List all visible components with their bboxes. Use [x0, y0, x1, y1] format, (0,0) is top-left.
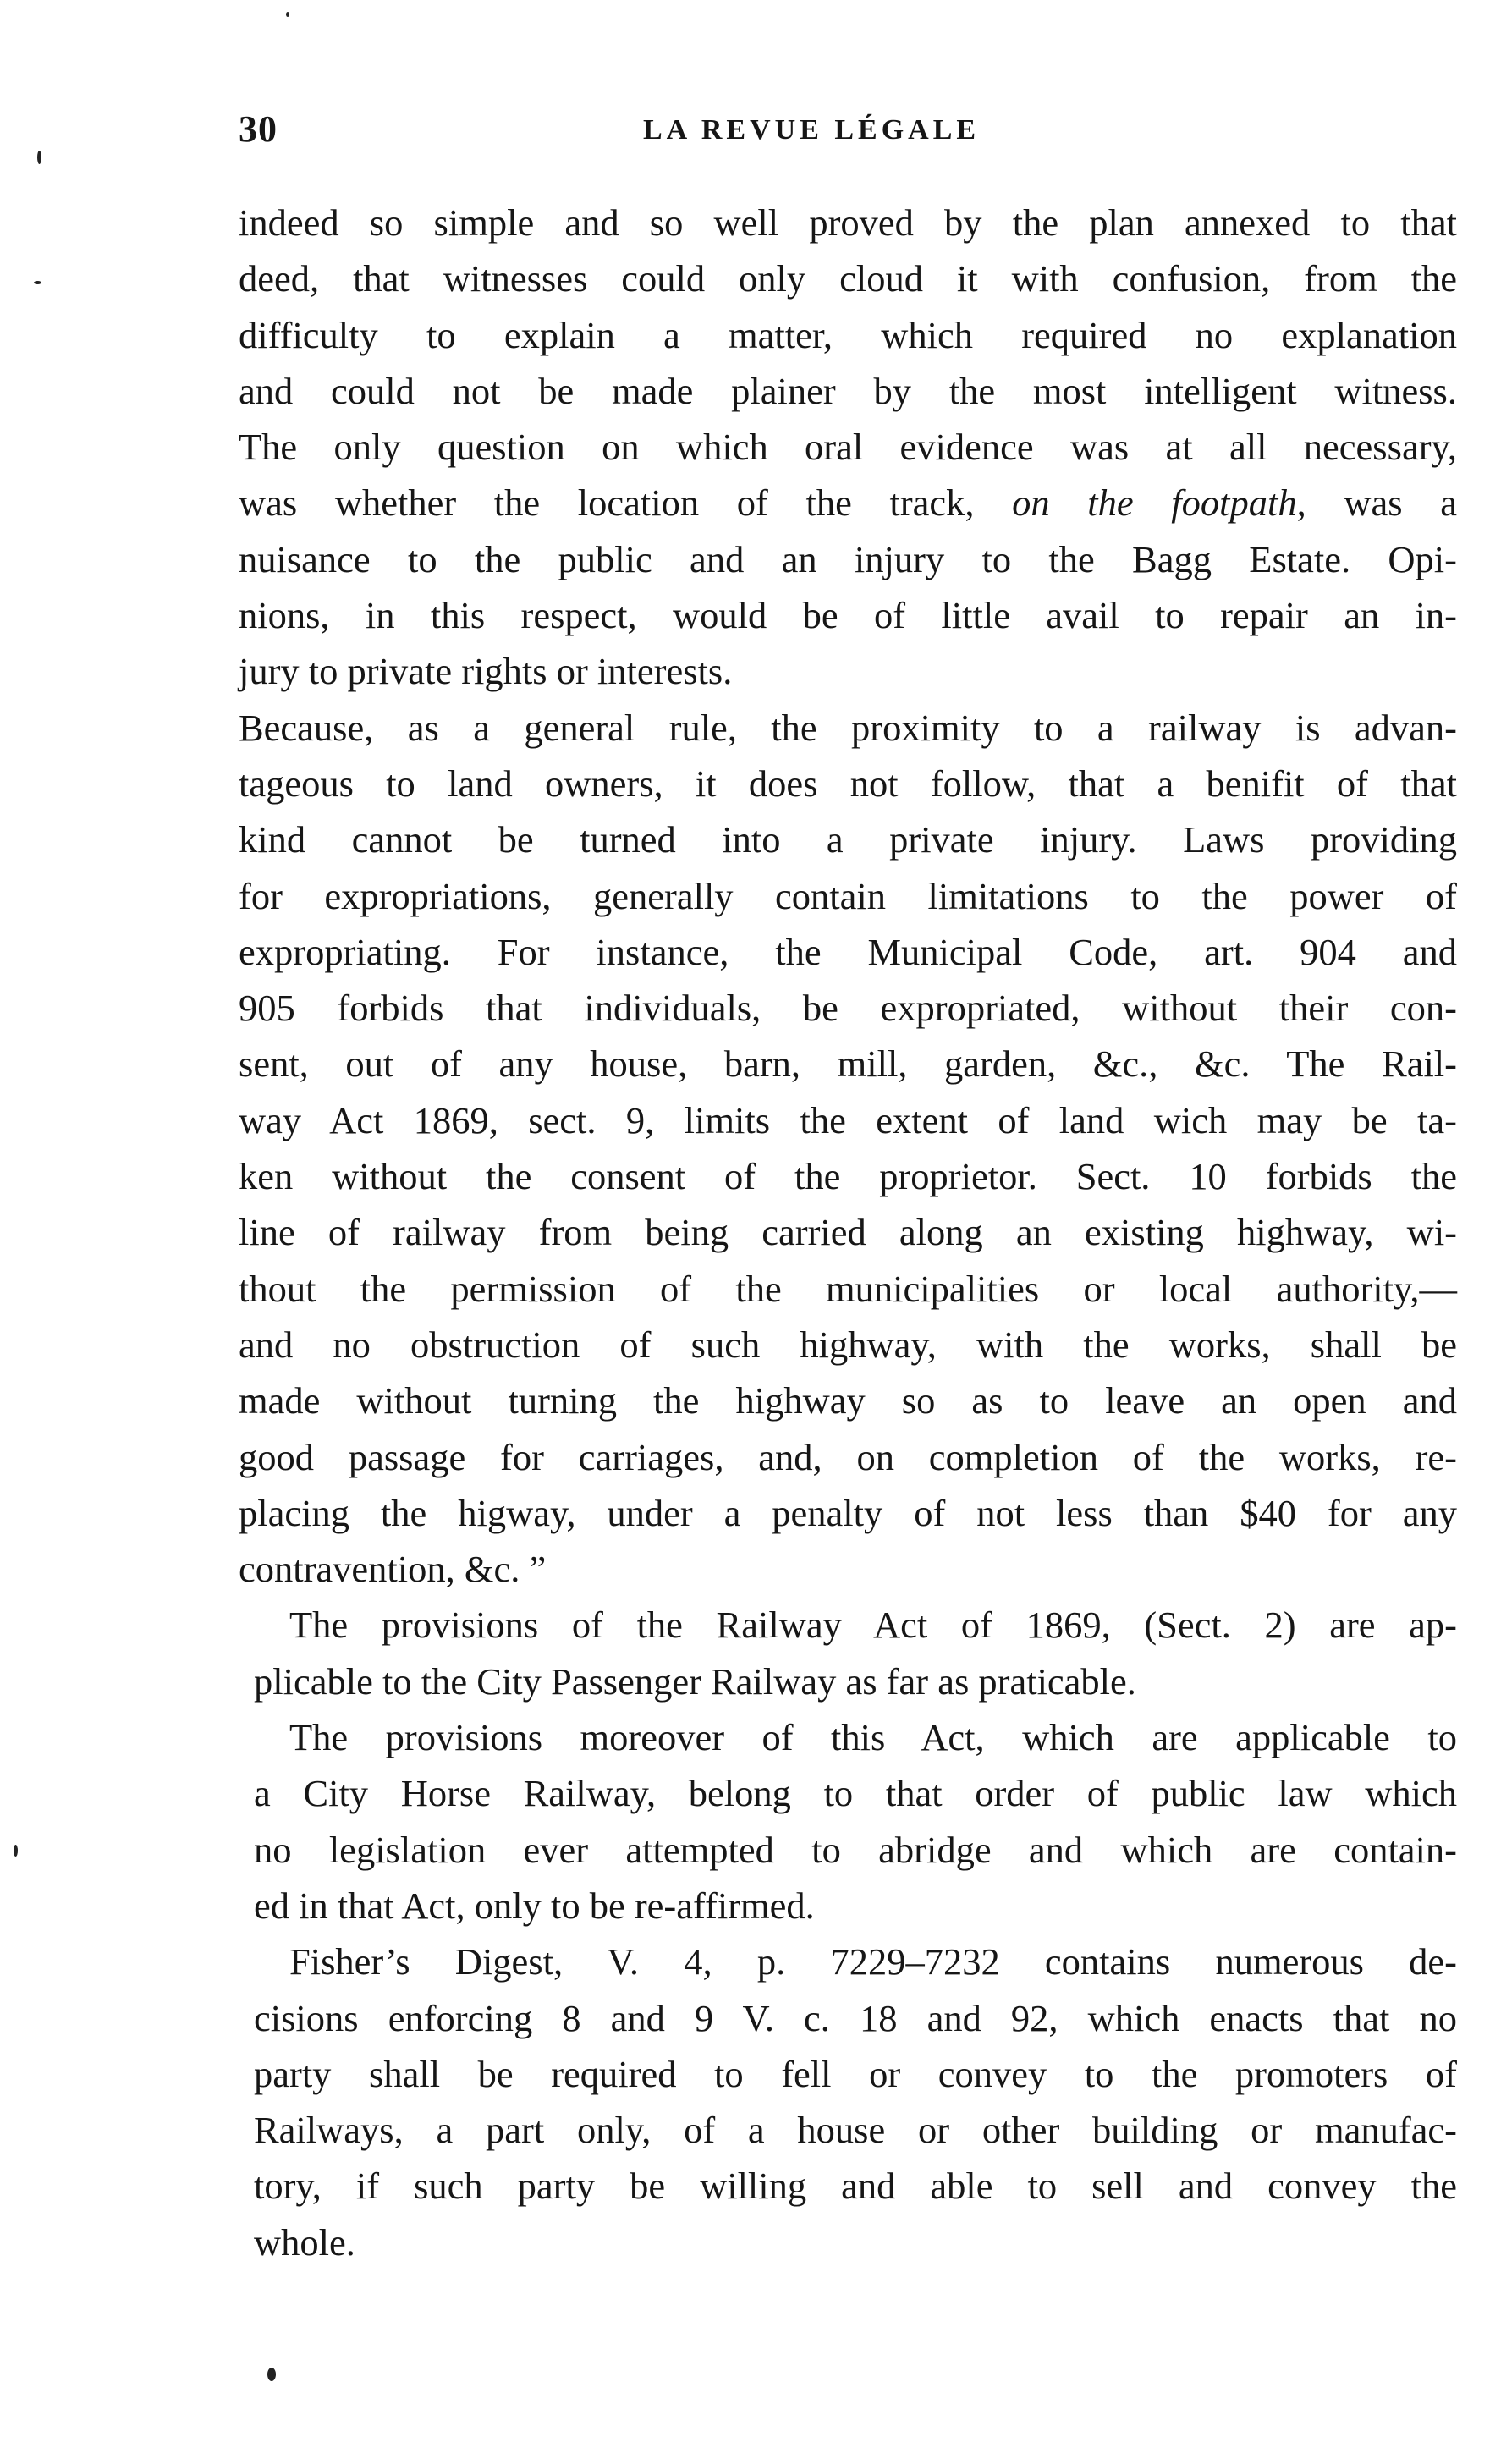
text-line: party shall be required to fell or convey to the promoters of — [254, 2052, 1457, 2095]
page-number: 30 — [239, 108, 278, 150]
ink-speck — [34, 281, 41, 284]
paragraph-2 — [239, 419, 1457, 699]
ink-speck — [267, 2368, 276, 2381]
ink-speck — [14, 1845, 18, 1857]
text-line: deed, that witnesses could only cloud it with confusion, from the — [239, 257, 1457, 300]
text-line: tory, if such party be willing and able to sell and convey the — [254, 2165, 1457, 2208]
text-line: 905 forbids that individuals, be expropriated, without their con- — [239, 987, 1457, 1030]
text-line: jury to private rights or interests. — [239, 650, 733, 693]
paragraph-4 — [239, 1597, 1457, 1709]
text-line: a City Horse Railway, belong to that order of public law which — [254, 1772, 1457, 1815]
paragraph-1 — [239, 195, 1457, 419]
italic-phrase: on the footpath — [1012, 481, 1297, 525]
text-line: whole. — [254, 2220, 355, 2264]
text-line: contravention, &c. ” — [239, 1548, 547, 1591]
text-line: good passage for carriages, and, on completion of the works, re- — [239, 1435, 1457, 1478]
text-line: placing the higway, under a penalty of not less than $40 for any — [239, 1491, 1457, 1534]
text-line: nions, in this respect, would be of little avail to repair an in- — [239, 594, 1457, 637]
text-line: plicable to the City Passenger Railway as far as praticable. — [254, 1659, 1136, 1703]
text-line: ed in that Act, only to be re-affirmed. — [254, 1884, 815, 1927]
text-line: for expropriations, generally contain limitations to the power of — [239, 874, 1457, 917]
text-line: way Act 1869, sect. 9, limits the extent of land wich may be ta- — [239, 1098, 1457, 1141]
paragraph-6 — [239, 1934, 1457, 2270]
running-head: LA REVUE LÉGALE — [643, 114, 981, 146]
body-text — [239, 195, 1457, 2270]
text-line: The provisions of the Railway Act of 1869, (Sect. 2) are ap- — [289, 1604, 1457, 1647]
text-line: and no obstruction of such highway, with the works, shall be — [239, 1323, 1457, 1366]
text-line: kind cannot be turned into a private injury. Laws providing — [239, 818, 1457, 861]
text-line: cisions enforcing 8 and 9 V. c. 18 and 92, which enacts that no — [254, 1996, 1457, 2039]
page-header — [239, 108, 1474, 168]
text-fragment: , was a — [1296, 481, 1457, 525]
text-line: line of railway from being carried along an existing highway, wi- — [239, 1211, 1457, 1254]
text-line: tageous to land owners, it does not follow, that a benifit of that — [239, 762, 1457, 805]
text-line: thout the permission of the municipalities or local authority,— — [239, 1267, 1457, 1310]
text-line: indeed so simple and so well proved by the plan annexed to that — [239, 201, 1457, 244]
text-line: expropriating. For instance, the Municipal Code, art. 904 and — [239, 930, 1457, 973]
text-line: no legislation ever attempted to abridge and which are contain- — [254, 1828, 1457, 1871]
text-line: ken without the consent of the proprietor. Sect. 10 forbids the — [239, 1155, 1457, 1198]
text-line: Railways, a part only, of a house or other building or manufac- — [254, 2109, 1457, 2152]
text-line: difficulty to explain a matter, which required no explanation — [239, 313, 1457, 356]
text-line: made without turning the highway so as to leave an open and — [239, 1379, 1457, 1422]
text-line: The only question on which oral evidence was at all necessary, — [239, 426, 1457, 469]
paragraph-5 — [239, 1709, 1457, 1934]
text-fragment: was whether the location of the track, — [239, 481, 1013, 525]
ink-speck — [37, 151, 41, 164]
text-line: Because, as a general rule, the proximity to a railway is advan- — [239, 706, 1457, 749]
text-line: Fisher’s Digest, V. 4, p. 7229–7232 contains numerous de- — [289, 1940, 1457, 1983]
text-line: nuisance to the public and an injury to the Bagg Estate. Opi- — [239, 537, 1457, 580]
paragraph-3 — [239, 700, 1457, 1598]
text-line-with-italic — [239, 475, 1457, 531]
text-line: and could not be made plainer by the most intelligent witness. — [239, 369, 1457, 412]
text-line: The provisions moreover of this Act, which are applicable to — [289, 1716, 1457, 1759]
text-line: sent, out of any house, barn, mill, garden, &c., &c. The Rail- — [239, 1042, 1457, 1086]
ink-speck — [286, 12, 289, 17]
